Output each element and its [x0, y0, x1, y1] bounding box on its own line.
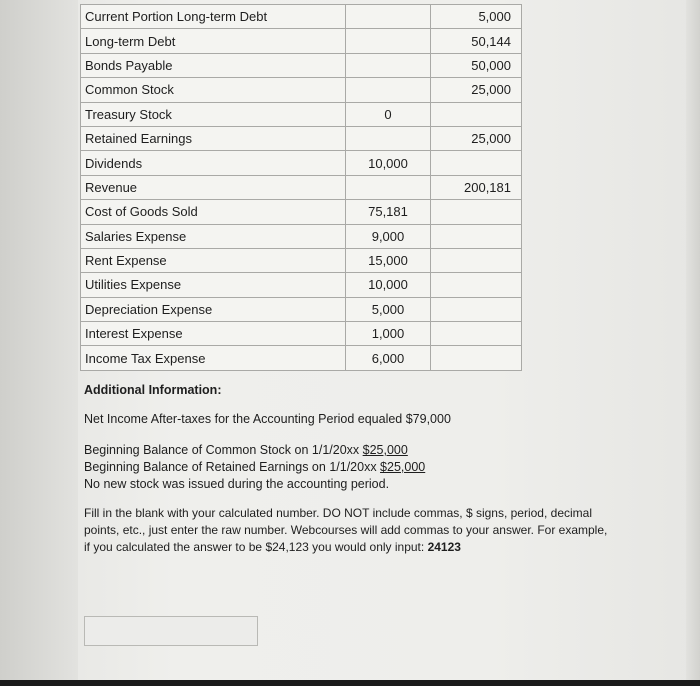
account-cell: Current Portion Long-term Debt [81, 5, 346, 29]
credit-cell [431, 151, 522, 175]
ledger-row [81, 346, 522, 370]
debit-cell [346, 175, 431, 199]
beginning-retained-earnings [84, 459, 644, 476]
account-cell: Interest Expense [81, 322, 346, 346]
net-income-text: Net Income After-taxes for the Accounting Period equaled $79,000 [84, 412, 451, 426]
account-cell: Depreciation Expense [81, 297, 346, 321]
ledger-row [81, 78, 522, 102]
credit-cell: 25,000 [431, 78, 522, 102]
account-cell: Cost of Goods Sold [81, 200, 346, 224]
account-cell: Rent Expense [81, 248, 346, 272]
credit-cell [431, 297, 522, 321]
account-cell: Dividends [81, 151, 346, 175]
debit-cell [346, 53, 431, 77]
account-cell: Revenue [81, 175, 346, 199]
account-cell: Utilities Expense [81, 273, 346, 297]
additional-info-heading: Additional Information: [84, 383, 222, 397]
credit-cell [431, 102, 522, 126]
fill-instructions-line-1: Fill in the blank with your calculated number. DO NOT include commas, $ signs, period, decimal [84, 506, 593, 520]
ledger-row [81, 126, 522, 150]
credit-cell: 50,000 [431, 53, 522, 77]
ledger-row [81, 175, 522, 199]
debit-cell [346, 29, 431, 53]
credit-cell: 200,181 [431, 175, 522, 199]
credit-cell [431, 346, 522, 370]
ledger-row [81, 273, 522, 297]
ledger-row [81, 224, 522, 248]
fill-instructions-line-3-text: if you calculated the answer to be $24,123 you would only input: [84, 540, 428, 554]
fill-in-instructions [84, 505, 644, 556]
debit-cell: 75,181 [346, 200, 431, 224]
beginning-retained-earnings-value: $25,000 [380, 460, 426, 474]
fill-instructions-line-3 [84, 539, 644, 556]
screen-edge-right [686, 0, 700, 686]
debit-cell: 5,000 [346, 297, 431, 321]
beginning-common-stock-value: $25,000 [362, 443, 408, 457]
beginning-retained-earnings-label: Beginning Balance of Retained Earnings on 1/1/20xx [84, 460, 381, 474]
additional-information [84, 382, 644, 556]
ledger-row [81, 53, 522, 77]
debit-cell: 10,000 [346, 151, 431, 175]
credit-cell [431, 248, 522, 272]
account-cell: Income Tax Expense [81, 346, 346, 370]
debit-cell: 15,000 [346, 248, 431, 272]
ledger-row [81, 322, 522, 346]
credit-cell: 5,000 [431, 5, 522, 29]
debit-cell [346, 5, 431, 29]
trial-balance-body [81, 5, 522, 371]
screen-bottom-edge [0, 680, 700, 686]
debit-cell: 10,000 [346, 273, 431, 297]
ledger-row [81, 248, 522, 272]
fill-example-value: 24123 [427, 540, 461, 554]
account-cell: Bonds Payable [81, 53, 346, 77]
ledger-row [81, 5, 522, 29]
account-cell: Salaries Expense [81, 224, 346, 248]
credit-cell: 50,144 [431, 29, 522, 53]
debit-cell [346, 126, 431, 150]
account-cell: Common Stock [81, 78, 346, 102]
credit-cell [431, 273, 522, 297]
debit-cell: 6,000 [346, 346, 431, 370]
debit-cell [346, 78, 431, 102]
credit-cell [431, 200, 522, 224]
ledger-row [81, 297, 522, 321]
account-cell: Retained Earnings [81, 126, 346, 150]
screen-edge-left [0, 0, 78, 686]
beginning-common-stock-label: Beginning Balance of Common Stock on 1/1/20xx [84, 443, 363, 457]
debit-cell: 0 [346, 102, 431, 126]
ledger-row [81, 29, 522, 53]
credit-cell [431, 224, 522, 248]
account-cell: Treasury Stock [81, 102, 346, 126]
account-cell: Long-term Debt [81, 29, 346, 53]
no-new-stock-text: No new stock was issued during the accounting period. [84, 477, 390, 491]
trial-balance-table [80, 4, 522, 371]
beginning-common-stock [84, 442, 644, 459]
credit-cell [431, 322, 522, 346]
fill-instructions-line-2: points, etc., just enter the raw number. Webcourses will add commas to your answer. For example, [84, 523, 608, 537]
answer-input[interactable] [84, 616, 258, 646]
ledger-row [81, 151, 522, 175]
credit-cell: 25,000 [431, 126, 522, 150]
ledger-row [81, 102, 522, 126]
debit-cell: 9,000 [346, 224, 431, 248]
ledger-row [81, 200, 522, 224]
debit-cell: 1,000 [346, 322, 431, 346]
